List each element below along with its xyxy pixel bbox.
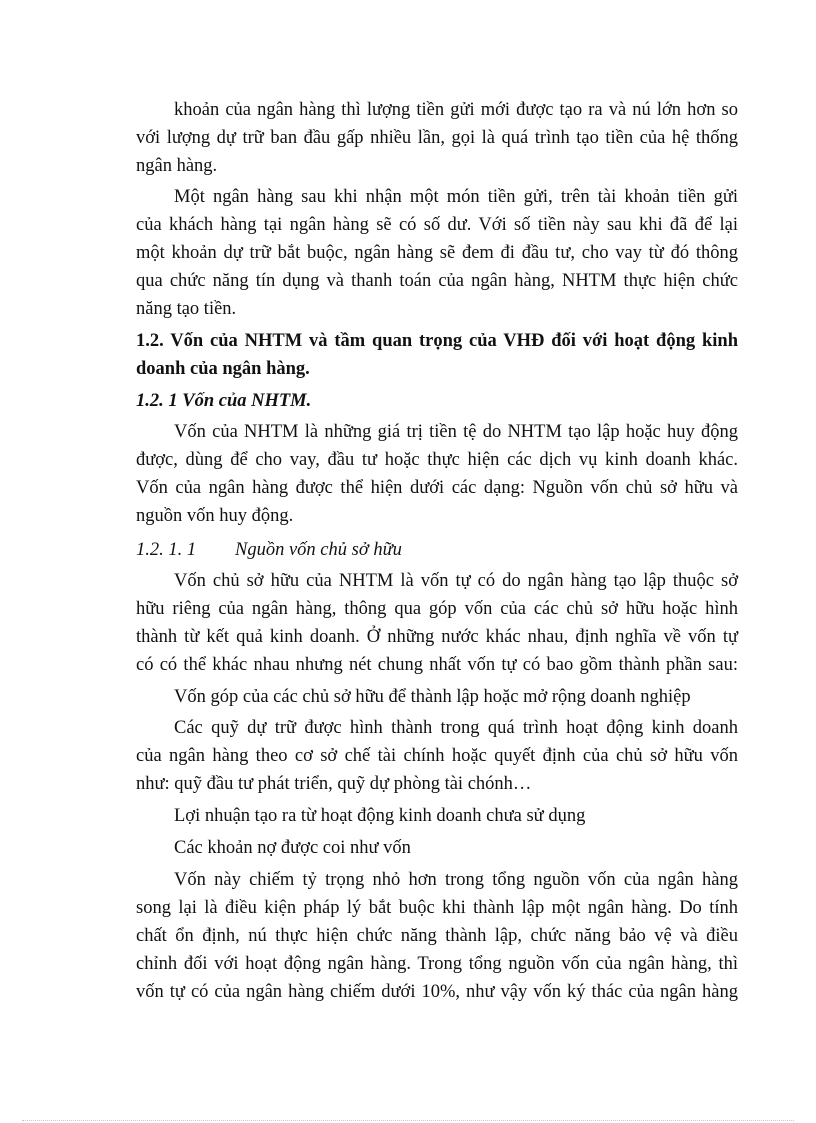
paragraph-line: năng tạo tiền. <box>136 299 237 319</box>
paragraph-line: một khoản dự trữ bắt buộc, ngân hàng sẽ đem đi đầu tư, cho vay từ đó thông <box>136 243 738 263</box>
paragraph-line: Lợi nhuận tạo ra từ hoạt động kinh doanh chưa sử dụng <box>174 806 586 826</box>
paragraph-line: của khách hàng tại ngân hàng sẽ có số dư. Với số tiền này sau khi đã để lại <box>136 215 738 235</box>
paragraph-line: được, dùng để cho vay, đầu tư hoặc thực hiện các dịch vụ kinh doanh khác. <box>136 450 738 470</box>
section-heading: doanh của ngân hàng. <box>136 359 310 379</box>
section-heading: 1.2. Vốn của NHTM và tầm quan trọng của VHĐ đối với hoạt động kinh <box>136 331 738 351</box>
paragraph-line: thành từ kết quả kinh doanh. Ở những nước khác nhau, định nghĩa về vốn tự <box>136 627 738 647</box>
paragraph-line: như: quỹ đầu tư phát triển, quỹ dự phòng tài chónh… <box>136 774 532 794</box>
paragraph-line: ngân hàng. <box>136 156 218 176</box>
footer-divider <box>22 1120 794 1121</box>
subsection-heading: 1.2. 1 Vốn của NHTM. <box>136 391 312 411</box>
paragraph-line: Một ngân hàng sau khi nhận một món tiền gửi, trên tài khoản tiền gửi <box>174 187 738 207</box>
paragraph-line: song lại là điều kiện pháp lý bắt buộc khi thành lập một ngân hàng. Do tính <box>136 898 738 918</box>
paragraph-line: Vốn của NHTM là những giá trị tiền tệ do NHTM tạo lập hoặc huy động <box>174 422 738 442</box>
paragraph-line: Vốn của ngân hàng được thể hiện dưới các dạng: Nguồn vốn chủ sở hữu và <box>136 478 738 498</box>
paragraph-line: chất ổn định, nú thực hiện chức năng thành lập, chức năng bảo vệ và điều <box>136 926 738 946</box>
paragraph-line: nguồn vốn huy động. <box>136 506 294 526</box>
paragraph-line: qua chức năng tín dụng và thanh toán của ngân hàng, NHTM thực hiện chức <box>136 271 738 291</box>
paragraph-line: với lượng dự trữ ban đầu gấp nhiều lần, gọi là quá trình tạo tiền của hệ thống <box>136 128 738 148</box>
paragraph-line: có có thể khác nhau nhưng nét chung nhất vốn tự có bao gồm thành phần sau: <box>136 655 738 675</box>
paragraph-line: Các khoản nợ được coi như vốn <box>174 838 411 858</box>
paragraph-line: Các quỹ dự trữ được hình thành trong quá trình hoạt động kinh doanh <box>174 718 738 738</box>
subsubsection-title: Nguồn vốn chủ sở hữu <box>235 540 402 560</box>
subsubsection-number: 1.2. 1. 1 <box>136 540 197 560</box>
paragraph-line: của ngân hàng theo cơ sở chế tài chính hoặc quyết định của chủ sở hữu vốn <box>136 746 738 766</box>
paragraph-line: hữu riêng của ngân hàng, thông qua góp vốn của các chủ sở hữu hoặc hình <box>136 599 738 619</box>
paragraph-line: Vốn góp của các chủ sở hữu để thành lập hoặc mở rộng doanh nghiệp <box>174 687 691 707</box>
paragraph-line: chỉnh đối với hoạt động ngân hàng. Trong tổng nguồn vốn của ngân hàng, thì <box>136 954 738 974</box>
paragraph-line: khoản của ngân hàng thì lượng tiền gửi mới được tạo ra và nú lớn hơn so <box>174 100 738 120</box>
paragraph-line: Vốn chủ sở hữu của NHTM là vốn tự có do ngân hàng tạo lập thuộc sở <box>174 571 738 591</box>
paragraph-line: Vốn này chiếm tỷ trọng nhỏ hơn trong tổng nguồn vốn của ngân hàng <box>174 870 738 890</box>
paragraph-line: vốn tự có của ngân hàng chiếm dưới 10%, như vậy vốn ký thác của ngân hàng <box>136 982 738 1002</box>
